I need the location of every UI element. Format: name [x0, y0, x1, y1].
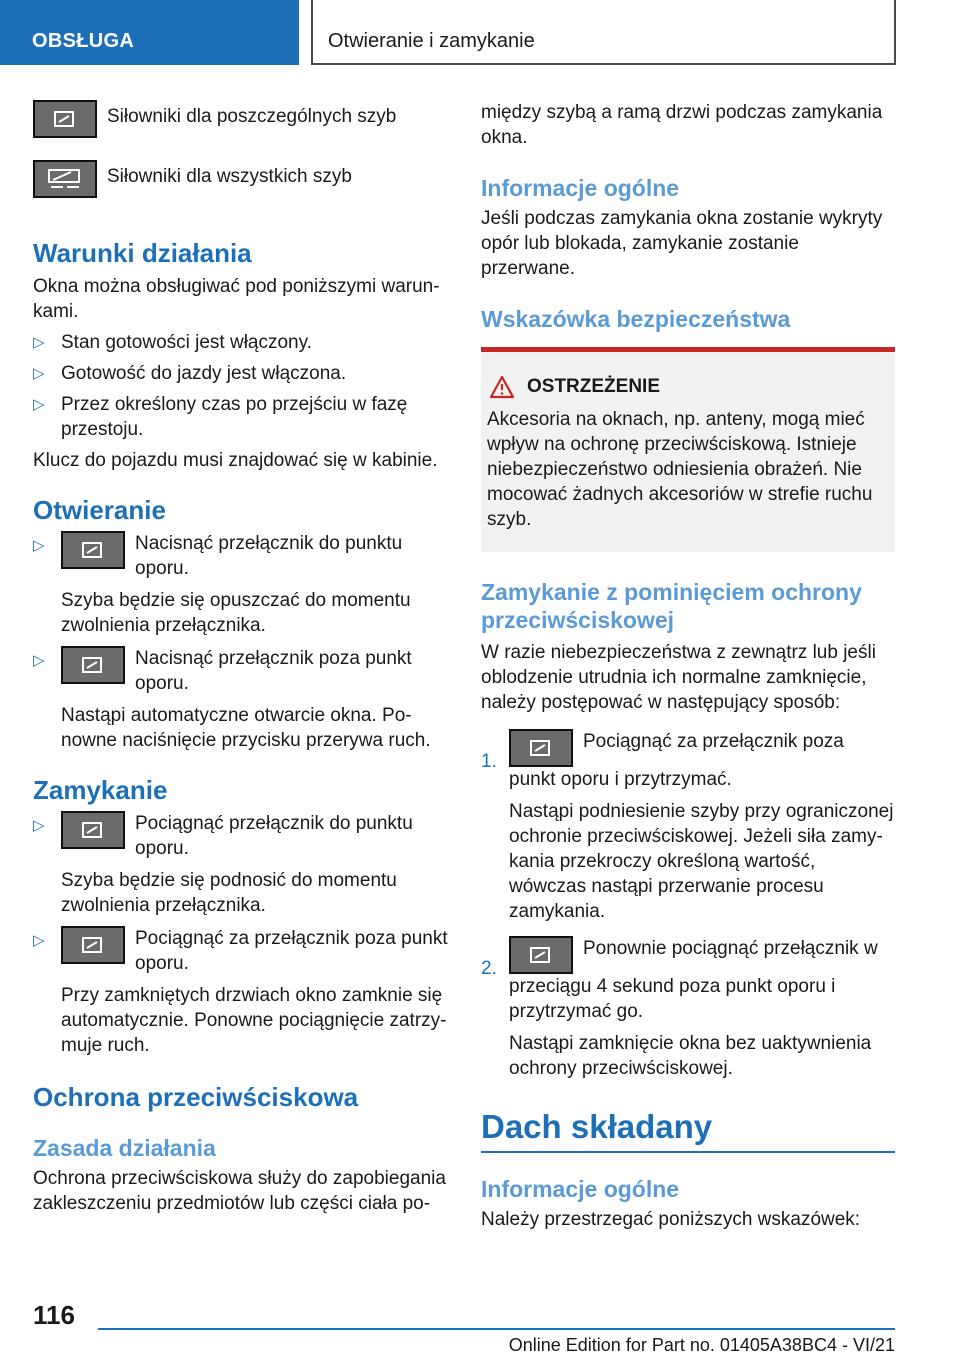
all-windows-switch-icon	[33, 160, 97, 198]
bullet-text: Przez określony czas po przejściu w fazę przestoju.	[61, 394, 408, 440]
heading-otwieranie: Otwieranie	[33, 495, 166, 525]
list-item	[33, 361, 448, 386]
chapter-tab	[311, 0, 896, 65]
triangle-bullet-icon: ▷	[33, 396, 45, 413]
left-column	[33, 100, 448, 1216]
step-result: Szyba będzie się podnosić do momentu zwolnienia przełącznika.	[61, 870, 397, 916]
list-item	[33, 531, 448, 638]
section-label: OBSŁUGA	[32, 30, 135, 52]
heading-warunki: Warunki działania	[33, 238, 252, 268]
continuation-text: między szybą a ramą drzwi podczas zamykania okna.	[481, 102, 883, 148]
bypass-intro: W razie niebezpieczeństwa z zewnątrz lub jeśli oblodzenie utrudnia ich normalne zamknięcie, należy postępować w następujący sposób:	[481, 642, 876, 713]
heading-safety: Wskazówka bezpieczeństwa	[481, 306, 791, 332]
bullet-text: Stan gotowości jest włączony.	[61, 332, 312, 353]
icon-row-label: Siłowniki dla wszystkich szyb	[107, 166, 352, 187]
heading-ochrona: Ochrona przeciwściskowa	[33, 1082, 359, 1112]
window-switch-icon	[61, 811, 125, 849]
step-result: Przy zamkniętych drzwiach okno zamknie się automatycznie. Ponowne pociągnięcie zatrzy-muje ruch.	[61, 985, 447, 1056]
step-action: Nacisnąć przełącznik do punktu oporu.	[135, 533, 403, 579]
warunki-intro: Okna można obsługiwać pod poniższymi warun-kami.	[33, 276, 440, 322]
heading-dach: Dach składany	[481, 1108, 713, 1145]
icon-row-label: Siłowniki dla poszczególnych szyb	[107, 106, 397, 127]
window-switch-icon	[509, 936, 573, 974]
warning-text: Akcesoria na oknach, np. anteny, mogą mieć wpływ na ochronę przeciwściskową. Istnieje niebezpieczeństwo odniesienia obrażeń. Nie mocować żadnych akcesoriów w strefie ruchu szyb.	[487, 409, 873, 530]
list-item	[481, 729, 895, 924]
icon-row-single	[33, 100, 448, 160]
step-action: Nacisnąć przełącznik poza punkt oporu.	[135, 648, 412, 694]
triangle-bullet-icon: ▷	[33, 537, 45, 554]
page-number: 116	[33, 1300, 75, 1330]
list-item	[33, 646, 448, 753]
step-number: 1.	[481, 751, 497, 772]
warning-box	[481, 347, 895, 552]
warning-triangle-icon	[489, 375, 515, 399]
step-number: 2.	[481, 958, 497, 979]
triangle-bullet-icon: ▷	[33, 334, 45, 351]
heading-zamykanie: Zamykanie	[33, 775, 168, 805]
icon-row-all	[33, 160, 448, 220]
heading-bypass: Zamykanie z pominięciem ochrony przeciwściskowej	[481, 579, 862, 633]
dach-text: Należy przestrzegać poniższych wskazówek:	[481, 1209, 861, 1230]
window-switch-icon	[61, 646, 125, 684]
step-action: Ponownie pociągnąć przełącznik w przeciągu 4 sekund poza punkt oporu i przytrzymać go.	[509, 938, 878, 1022]
window-switch-icon	[61, 926, 125, 964]
step-result: Nastąpi podniesienie szyby przy ograniczonej ochronie przeciwściskowej. Jeżeli siła zamy-kania przekroczy określoną wartość, wówczas nastąpi przerwanie procesu zamykania.	[509, 801, 894, 922]
step-result: Nastąpi automatyczne otwarcie okna. Po-nowne naciśnięcie przycisku przerywa ruch.	[61, 705, 431, 751]
step-action: Pociągnąć za przełącznik poza punkt oporu.	[135, 928, 448, 974]
step-result: Szyba będzie się opuszczać do momentu zwolnienia przełącznika.	[61, 590, 411, 636]
triangle-bullet-icon: ▷	[33, 365, 45, 382]
window-switch-icon	[509, 729, 573, 767]
warunki-outro: Klucz do pojazdu musi znajdować się w kabinie.	[33, 450, 438, 471]
list-item	[33, 926, 448, 1058]
subheading-zasada: Zasada działania	[33, 1135, 216, 1161]
dach-heading-block	[481, 1107, 895, 1153]
footer-divider	[98, 1328, 895, 1330]
step-action: Pociągnąć przełącznik do punktu oporu.	[135, 813, 413, 859]
triangle-bullet-icon: ▷	[33, 932, 45, 949]
warning-title: OSTRZEŻENIE	[527, 376, 661, 397]
step-action: Pociągnąć za przełącznik poza punkt oporu i przytrzymać.	[509, 731, 844, 790]
heading-info: Informacje ogólne	[481, 175, 680, 201]
section-tab	[0, 0, 299, 65]
ochrona-text: Ochrona przeciwściskowa służy do zapobiegania zakleszczeniu przedmiotów lub części ciała po-	[33, 1168, 446, 1214]
step-result: Nastąpi zamknięcie okna bez uaktywnienia ochrony przeciwściskowej.	[509, 1033, 872, 1079]
right-column	[481, 100, 895, 1232]
subheading-dach-info: Informacje ogólne	[481, 1176, 680, 1202]
chapter-label: Otwieranie i zamykanie	[328, 30, 535, 52]
info-text: Jeśli podczas zamykania okna zostanie wykryty opór lub blokada, zamykanie zostanie przerwane.	[481, 208, 883, 279]
footer-edition: Online Edition for Part no. 01405A38BC4 - VI/21	[508, 1335, 895, 1355]
list-item	[33, 392, 448, 442]
window-switch-icon	[33, 100, 97, 138]
list-item	[33, 811, 448, 918]
list-item	[33, 330, 448, 355]
triangle-bullet-icon: ▷	[33, 817, 45, 834]
list-item	[481, 936, 895, 1081]
window-switch-icon	[61, 531, 125, 569]
bullet-text: Gotowość do jazdy jest włączona.	[61, 363, 347, 384]
triangle-bullet-icon: ▷	[33, 652, 45, 669]
